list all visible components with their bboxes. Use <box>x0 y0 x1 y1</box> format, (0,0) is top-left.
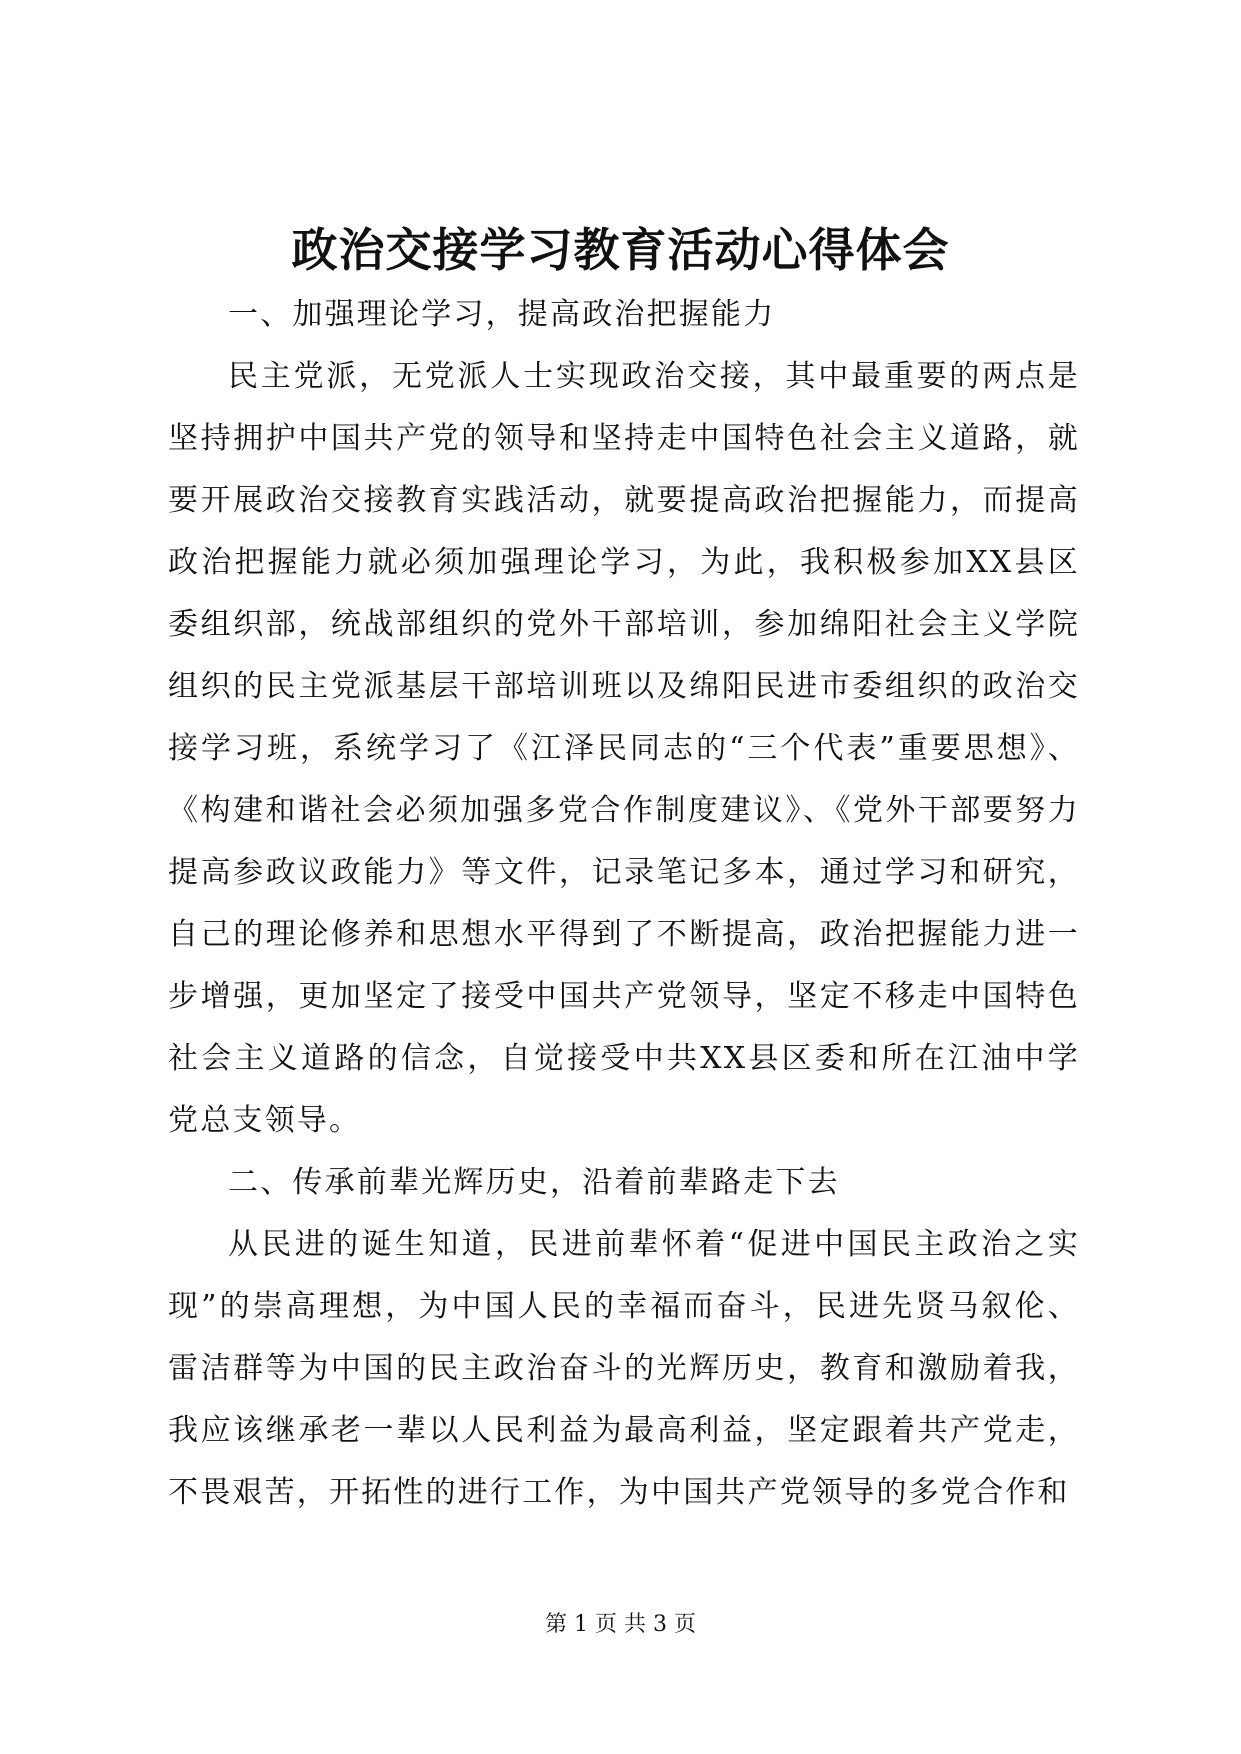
body-paragraph-2: 从民进的诞生知道，民进前辈怀着“促进中国民主政治之实现”的崇高理想，为中国人民的幸福而奋斗，民进先贤马叙伦、雷洁群等为中国的民主政治奋斗的光辉历史，教育和激励着我，我应该继承老一辈以人民利益为最高利益，坚定跟着共产党走，不畏艰苦，开拓性的进行工作，为中国共产党领导的多党合作和 <box>168 1227 1080 1510</box>
page-number-footer: 第 1 页 共 3 页 <box>545 1612 696 1637</box>
document-title: 政治交接学习教育活动心得体会 <box>291 223 950 277</box>
section-heading-1: 一、加强理论学习，提高政治把握能力 <box>228 297 776 332</box>
section-heading-2: 二、传承前辈光辉历史，沿着前辈路走下去 <box>228 1165 840 1200</box>
body-paragraph-1: 民主党派，无党派人士实现政治交接，其中最重要的两点是坚持拥护中国共产党的领导和坚持走中国特色社会主义道路，就要开展政治交接教育实践活动，就要提高政治把握能力，而提高政治把握能力就必须加强理论学习，为此，我积极参加XX县区委组织部，统战部组织的党外干部培训，参加绵阳社会主义学院组织的民主党派基层干部培训班以及绵阳民进市委组织的政治交接学习班，系统学习了《江泽民同志的“三个代表”重要思想》、《构建和谐社会必须加强多党合作制度建议》、《党外干部要努力提高参政议政能力》等文件，记录笔记多本，通过学习和研究，自己的理论修养和思想水平得到了不断提高，政治把握能力进一步增强，更加坚定了接受中国共产党领导，坚定不移走中国特色社会主义道路的信念，自觉接受中共XX县区委和所在江油中学党总支领导。 <box>168 359 1080 1138</box>
document-body <box>168 284 1080 1524</box>
